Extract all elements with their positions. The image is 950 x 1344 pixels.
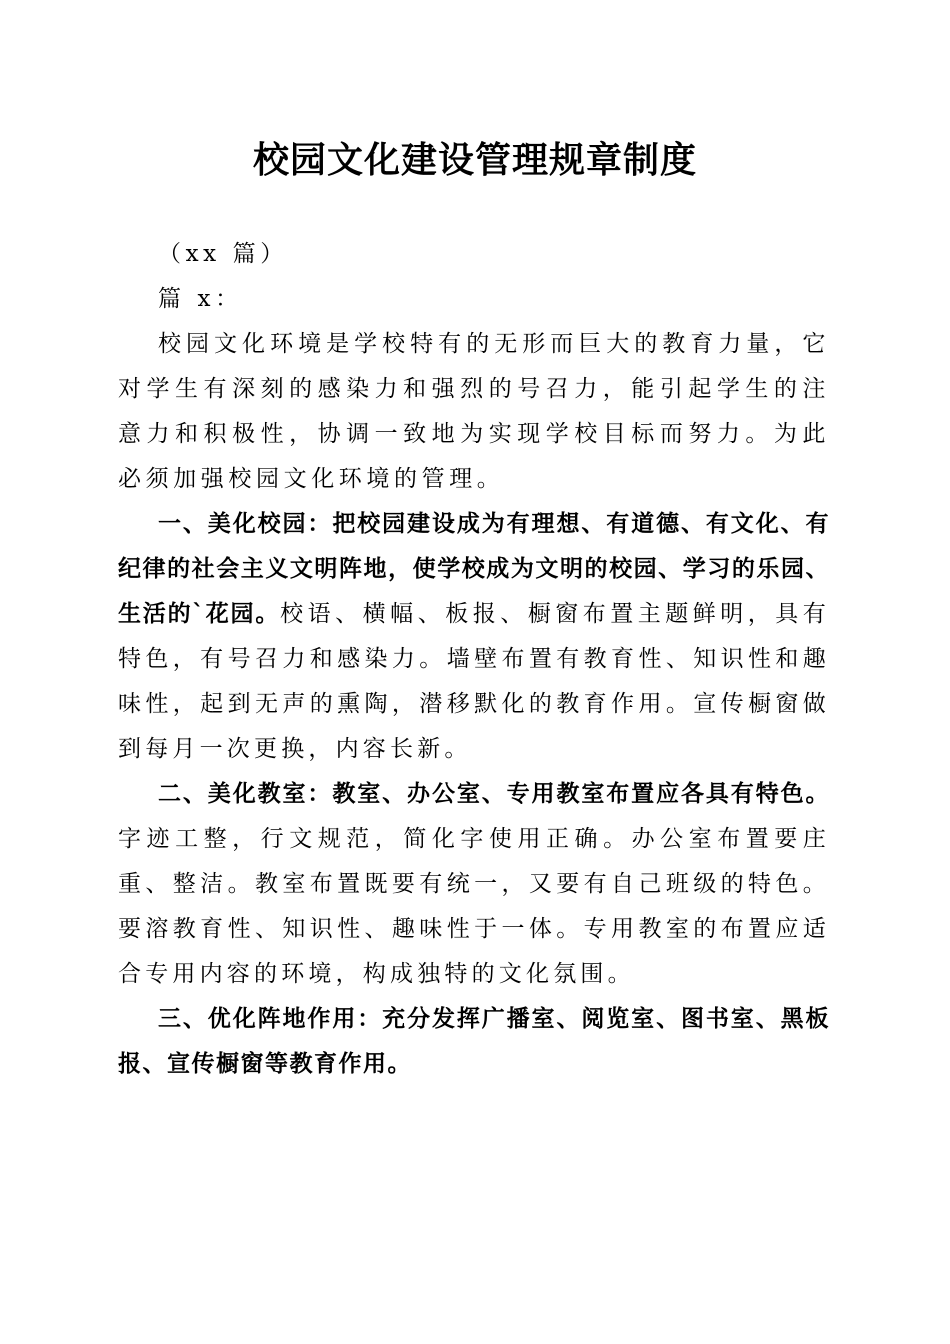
section-heading-1: 一、美化校园：把校园建设成为有理想、有道德、有文化、有纪律的社会主义文明阵地，使学校成为文明的校园、学习的乐园、生活的`花园。 (118, 511, 830, 627)
part-label: 篇 x： (158, 286, 243, 312)
series-label: （xx 篇） (158, 241, 288, 267)
section-heading-2: 二、美化教室：教室、办公室、专用教室布置应各具有特色。 (158, 781, 830, 807)
section-text-1: 校语、横幅、板报、橱窗布置主题鲜明，具有特色，有号召力和感染力。墙壁布置有教育性、知识性和趣味性，起到无声的熏陶，潜移默化的教育作用。宣传橱窗做到每月一次更换，内容长新。 (118, 601, 831, 762)
document-title: 校园文化建设管理规章制度 (252, 139, 697, 181)
section-paragraph-2 (118, 772, 830, 997)
document-body (118, 232, 830, 1087)
section-paragraph-3 (118, 997, 830, 1087)
section-paragraph-1 (118, 502, 830, 772)
section-heading-3: 三、优化阵地作用：充分发挥广播室、阅览室、图书室、黑板报、宣传橱窗等教育作用。 (118, 1006, 830, 1077)
intro-paragraph: 校园文化环境是学校特有的无形而巨大的教育力量，它对学生有深刻的感染力和强烈的号召力，能引起学生的注意力和积极性，协调一致地为实现学校目标而努力。为此必须加强校园文化环境的管理。 (118, 331, 830, 492)
section-text-2: 字迹工整，行文规范，简化字使用正确。办公室布置要庄重、整洁。教室布置既要有统一，又要有自己班级的特色。要溶教育性、知识性、趣味性于一体。专用教室的布置应适合专用内容的环境，构成独特的文化氛围。 (118, 826, 830, 987)
